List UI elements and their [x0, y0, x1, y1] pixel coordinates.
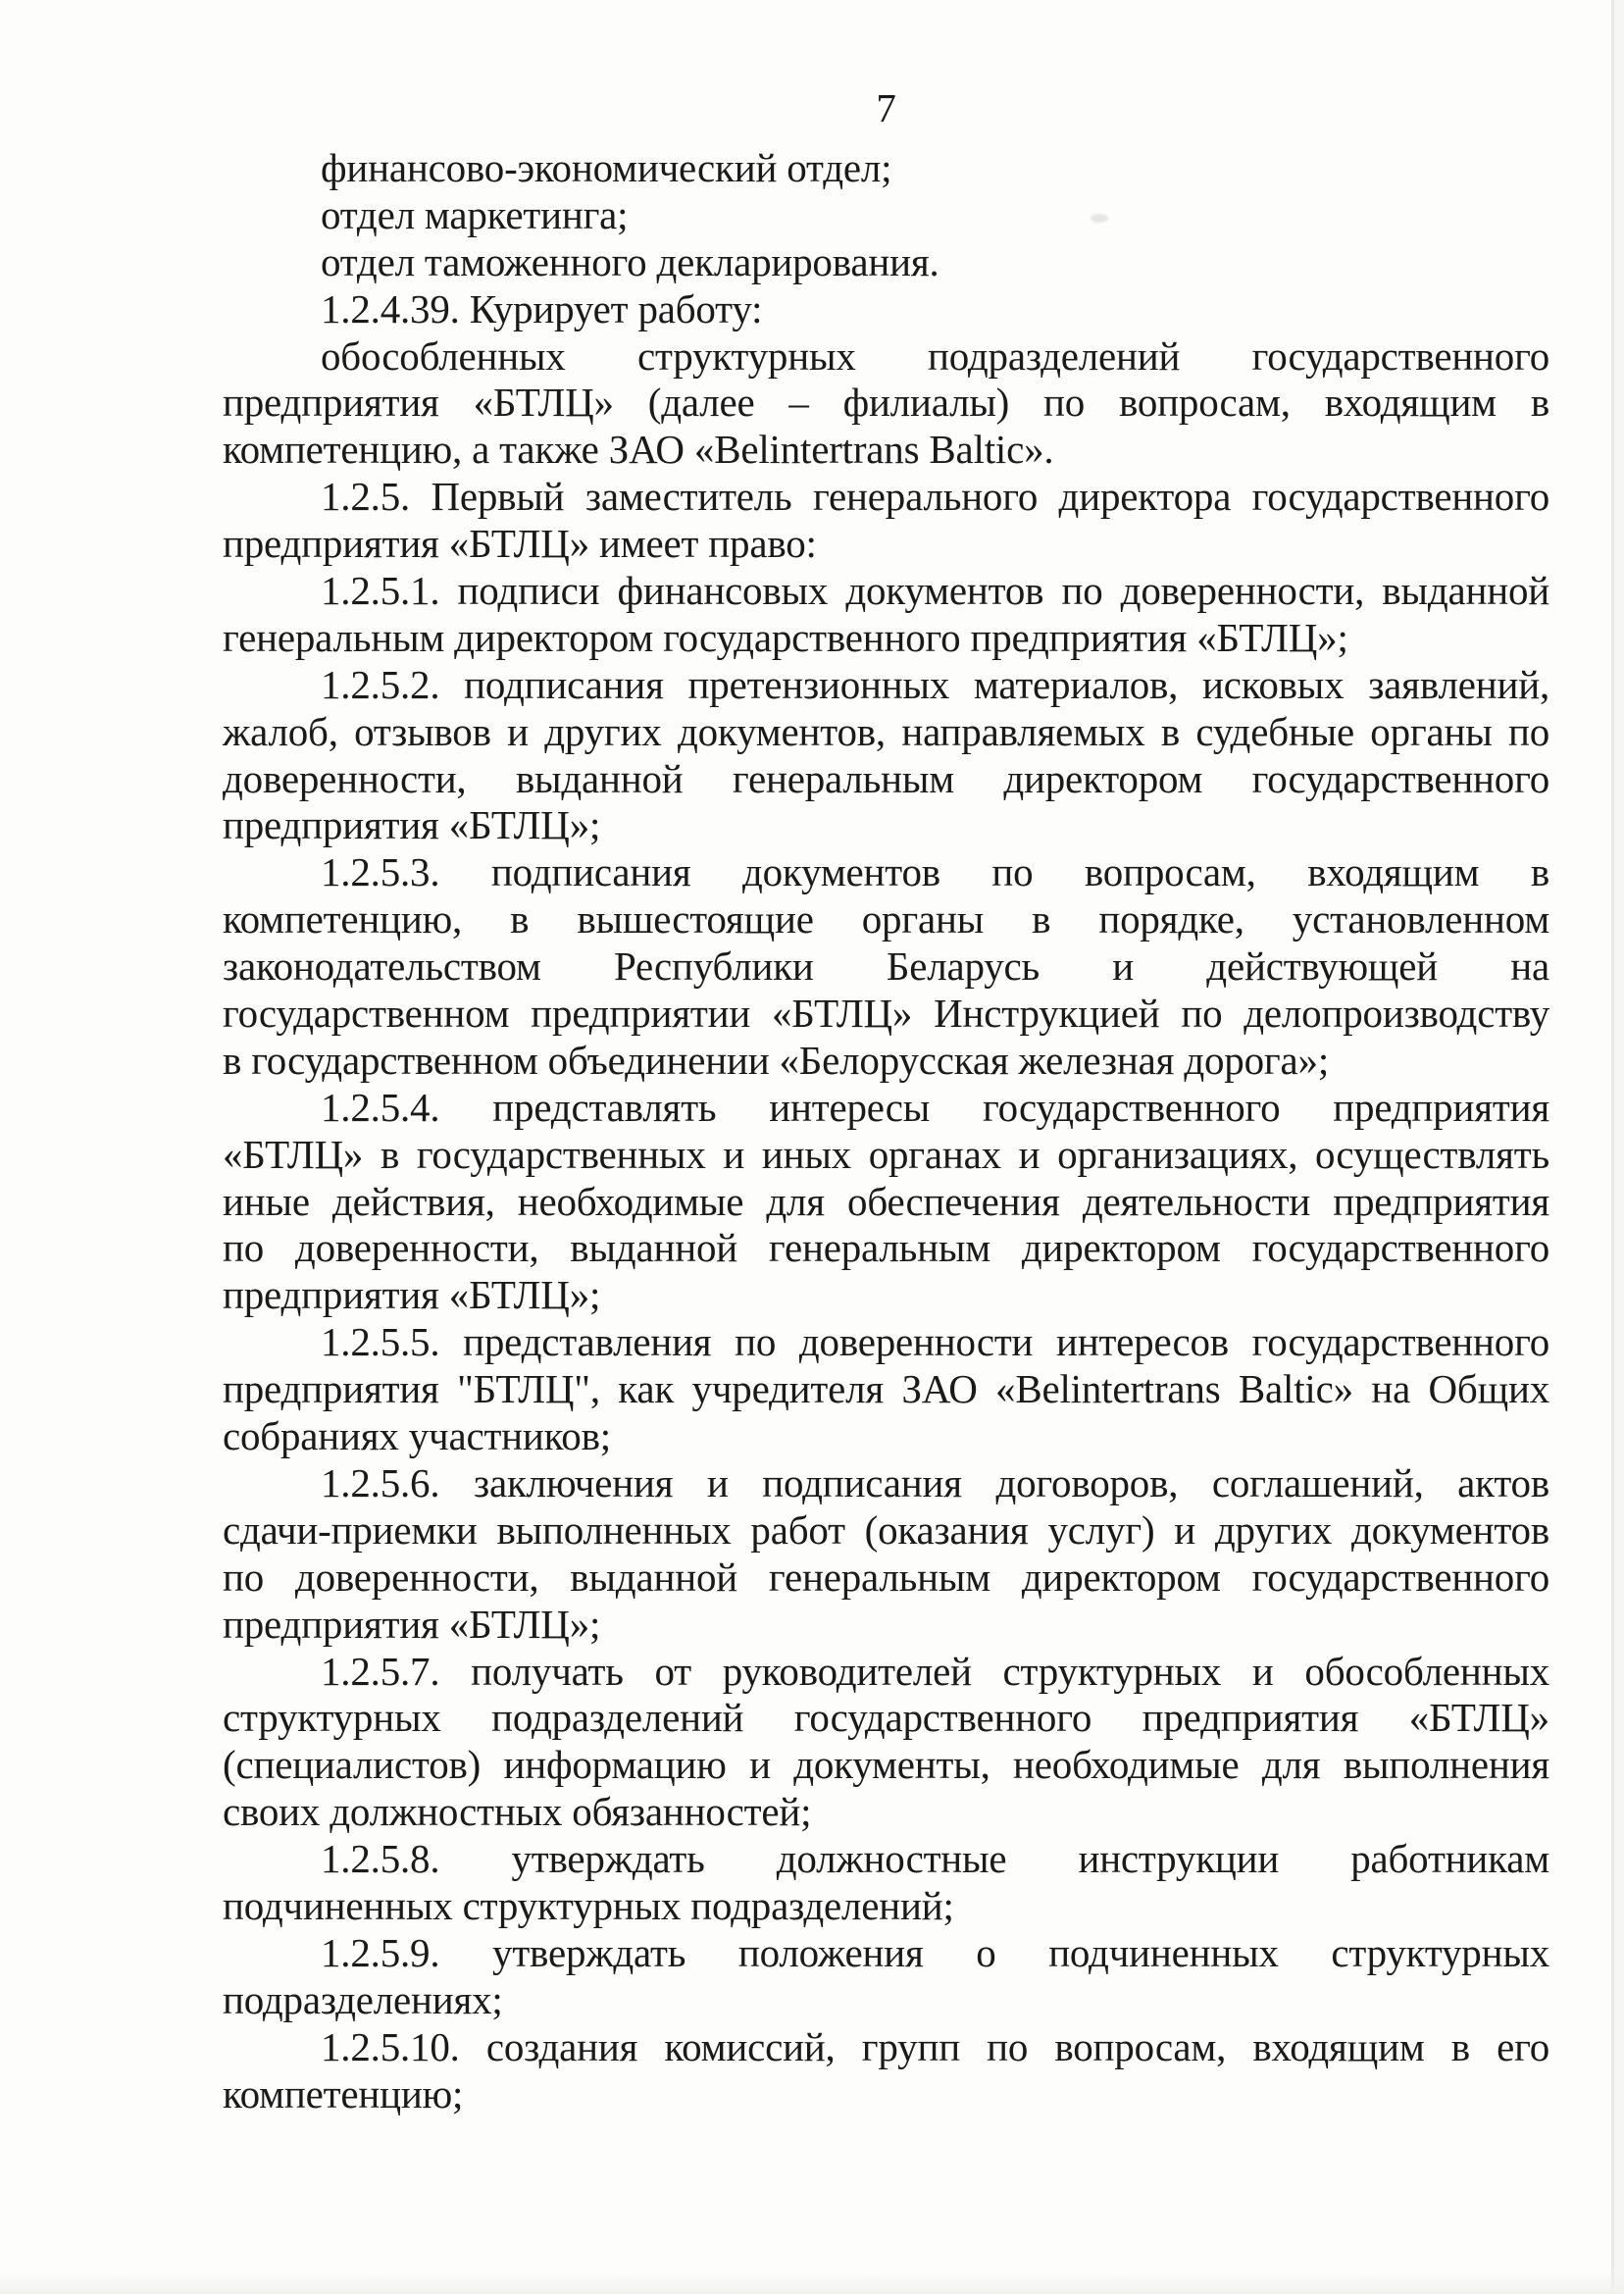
text-line: подчиненных структурных подразделений;: [223, 1882, 954, 1928]
text-line: «БТЛЦ» в государственных и иных органах и организациях, осуществлять: [223, 1131, 1549, 1177]
text-line: доверенности, выданной генеральным директором государственного: [223, 755, 1549, 801]
scan-right-edge-strip: [1614, 0, 1624, 2294]
text-line: по доверенности, выданной генеральным директором государственного: [223, 1225, 1549, 1271]
text-line: отдел маркетинга;: [321, 191, 629, 237]
text-line: собраниях участников;: [223, 1413, 611, 1459]
text-line: 1.2.5.6. заключения и подписания договоров, соглашений, актов: [321, 1459, 1549, 1505]
text-line: 1.2.5.1. подписи финансовых документов по доверенности, выданной: [321, 568, 1549, 614]
text-line: предприятия «БТЛЦ» имеет право:: [223, 521, 817, 567]
text-line: компетенцию;: [223, 2070, 464, 2116]
text-line: отдел таможенного декларирования.: [321, 238, 939, 284]
text-line: обособленных структурных подразделений государственного: [321, 332, 1549, 379]
text-line: сдачи-приемки выполненных работ (оказания услуг) и других документов: [223, 1506, 1549, 1553]
text-line: генеральным директором государственного предприятия «БТЛЦ»;: [223, 614, 1348, 660]
text-line: компетенцию, а также ЗАО «Belintertrans Baltic».: [223, 427, 1054, 473]
text-line: 1.2.5.9. утверждать положения о подчиненных структурных: [321, 1929, 1549, 1975]
text-line: 1.2.5.2. подписания претензионных материалов, исковых заявлений,: [321, 661, 1549, 707]
text-line: 1.2.4.39. Курирует работу:: [321, 285, 763, 331]
text-line: законодательством Республики Беларусь и действующей на: [223, 943, 1549, 990]
text-line: финансово-экономический отдел;: [321, 145, 892, 190]
text-line: 1.2.5.3. подписания документов по вопросам, входящим в: [321, 849, 1549, 895]
text-line: предприятия «БТЛЦ» (далее – филиалы) по вопросам, входящим в: [223, 380, 1549, 426]
scan-bottom-edge: [0, 2272, 1624, 2294]
text-line: своих должностных обязанностей;: [223, 1789, 812, 1835]
scan-fleck-artifact: [1091, 214, 1108, 223]
text-line: подразделениях;: [223, 1976, 503, 2022]
document-body: [223, 145, 1549, 2117]
text-line: структурных подразделений государственного предприятия «БТЛЦ»: [223, 1695, 1549, 1741]
text-line: иные действия, необходимые для обеспечения деятельности предприятия: [223, 1178, 1549, 1224]
text-line: предприятия «БТЛЦ»;: [223, 1601, 601, 1647]
text-line: по доверенности, выданной генеральным директором государственного: [223, 1554, 1549, 1600]
text-line: предприятия "БТЛЦ", как учредителя ЗАО «Belintertrans Baltic» на Общих: [223, 1366, 1549, 1412]
text-line: 1.2.5. Первый заместитель генерального директора государственного: [321, 474, 1549, 520]
text-line: предприятия «БТЛЦ»;: [223, 1272, 601, 1318]
scan-right-edge-line: [1611, 0, 1614, 2294]
page-number: 7: [876, 85, 896, 130]
text-line: 1.2.5.7. получать от руководителей структурных и обособленных: [321, 1648, 1549, 1694]
text-line: в государственном объединении «Белорусская железная дорога»;: [223, 1037, 1330, 1083]
text-line: (специалистов) информацию и документы, необходимые для выполнения: [223, 1742, 1549, 1788]
text-line: 1.2.5.5. представления по доверенности интересов государственного: [321, 1319, 1549, 1365]
text-line: жалоб, отзывов и других документов, направляемых в судебные органы по: [223, 708, 1549, 754]
text-line: 1.2.5.4. представлять интересы государственного предприятия: [321, 1084, 1549, 1130]
text-line: государственном предприятии «БТЛЦ» Инструкцией по делопроизводству: [223, 991, 1549, 1037]
text-line: 1.2.5.10. создания комиссий, групп по вопросам, входящим в его: [321, 2023, 1549, 2069]
text-line: компетенцию, в вышестоящие органы в порядке, установленном: [223, 896, 1549, 943]
text-line: 1.2.5.8. утверждать должностные инструкции работникам: [321, 1836, 1549, 1882]
text-line: предприятия «БТЛЦ»;: [223, 802, 601, 848]
